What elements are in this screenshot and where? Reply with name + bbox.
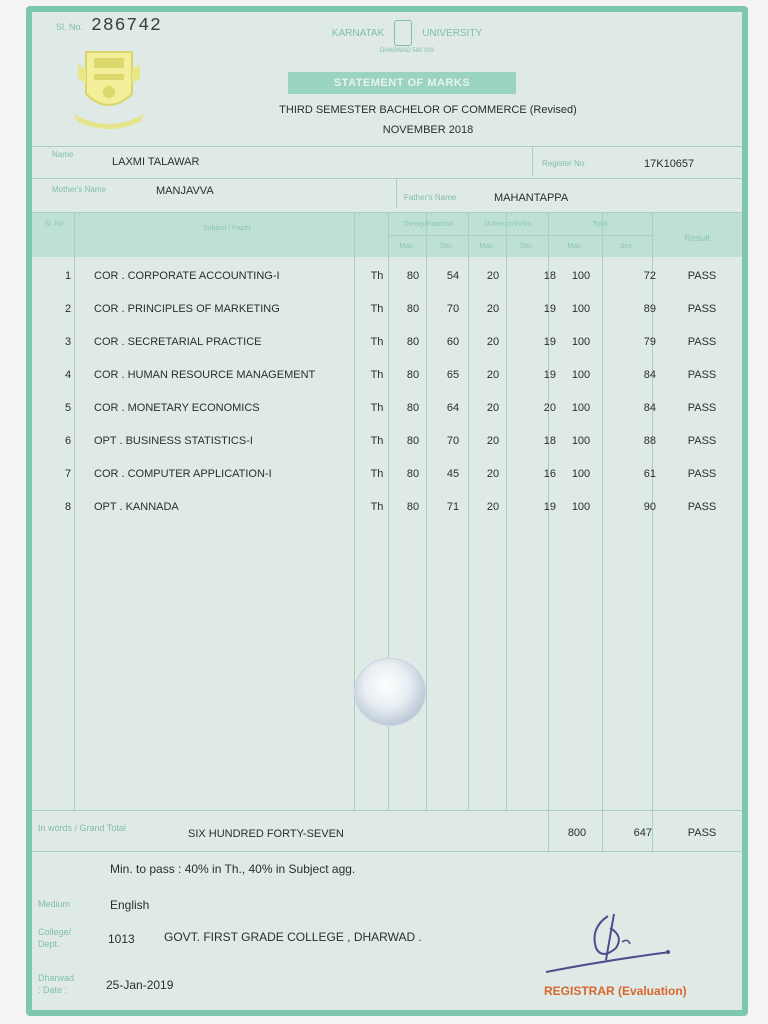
row-paper-type: Th	[370, 468, 384, 480]
row-sl-no: 6	[64, 435, 72, 447]
table-row	[32, 399, 742, 421]
row-total-secured: 84	[643, 369, 656, 381]
row-total-secured: 72	[643, 270, 656, 282]
row-ia-secured: 18	[543, 270, 556, 282]
row-theory-max: 80	[406, 501, 420, 513]
row-subject: COR . COMPUTER APPLICATION-I	[94, 468, 272, 480]
row-paper-type: Th	[370, 435, 384, 447]
row-subject: OPT . BUSINESS STATISTICS-I	[94, 435, 253, 447]
row-theory-secured: 64	[446, 402, 460, 414]
statement-title: STATEMENT OF MARKS	[288, 72, 516, 94]
row-theory-max: 80	[406, 303, 420, 315]
hologram-seal-icon	[354, 658, 426, 726]
row-paper-type: Th	[370, 336, 384, 348]
header-ia-record: IA/Record/Viva	[484, 221, 532, 228]
row-theory-max: 80	[406, 336, 420, 348]
row-total-max: 100	[571, 402, 591, 414]
row-paper-type: Th	[370, 369, 384, 381]
exam-month: NOVEMBER 2018	[382, 124, 474, 136]
row-subject: COR . CORPORATE ACCOUNTING-I	[94, 270, 280, 282]
row-theory-max: 80	[406, 270, 420, 282]
college-label: College/ Dept.	[38, 927, 72, 949]
university-crest-icon	[64, 44, 154, 130]
row-paper-type: Th	[370, 270, 384, 282]
table-row	[32, 267, 742, 289]
row-ia-max: 20	[486, 468, 500, 480]
row-ia-secured: 19	[543, 303, 556, 315]
header-result: Result	[684, 233, 710, 243]
father-name: MAHANTAPPA	[494, 192, 569, 204]
row-result: PASS	[687, 303, 717, 315]
row-theory-secured: 70	[446, 303, 460, 315]
row-sl-no: 1	[64, 270, 72, 282]
row-sl-no: 5	[64, 402, 72, 414]
header-th-sec: Sec.	[439, 243, 454, 250]
header-total-max: Max.	[567, 243, 583, 250]
row-ia-max: 20	[486, 402, 500, 414]
row-ia-secured: 19	[543, 336, 556, 348]
row-total-secured: 84	[643, 402, 656, 414]
row-theory-secured: 45	[446, 468, 460, 480]
row-theory-secured: 65	[446, 369, 460, 381]
issue-date: 25-Jan-2019	[106, 978, 174, 992]
row-ia-secured: 16	[543, 468, 556, 480]
row-ia-max: 20	[486, 435, 500, 447]
row-subject: OPT . KANNADA	[94, 501, 179, 513]
row-total-max: 100	[571, 468, 591, 480]
grand-total-result: PASS	[687, 827, 717, 839]
table-row	[32, 432, 742, 454]
marks-table	[32, 212, 742, 810]
row-total-secured: 89	[643, 303, 656, 315]
table-row	[32, 333, 742, 355]
table-row	[32, 366, 742, 388]
header-sl-no: Sl. No.	[44, 221, 66, 228]
university-name-left: KARNATAK	[331, 27, 385, 39]
university-name-right: UNIVERSITY	[422, 27, 483, 39]
header-th-max: Max.	[399, 243, 415, 250]
row-ia-max: 20	[486, 369, 500, 381]
row-paper-type: Th	[370, 501, 384, 513]
mother-label: Mother's Name	[52, 185, 106, 194]
row-paper-type: Th	[370, 303, 384, 315]
row-ia-max: 20	[486, 270, 500, 282]
university-header	[302, 20, 512, 54]
row-result: PASS	[687, 336, 717, 348]
medium-label: Medium	[38, 899, 71, 909]
serial-number	[56, 16, 162, 36]
table-row	[32, 300, 742, 322]
registrar-title: REGISTRAR (Evaluation)	[544, 984, 687, 998]
row-total-max: 100	[571, 501, 591, 513]
row-ia-max: 20	[486, 303, 500, 315]
university-emblem-icon	[394, 20, 412, 46]
place-date-label: Dharwad : Date :	[38, 973, 75, 995]
row-theory-max: 80	[406, 468, 420, 480]
row-ia-secured: 20	[543, 402, 556, 414]
serial-label: Sl. No.	[56, 22, 84, 32]
serial-no-value: 286742	[91, 16, 162, 36]
row-theory-max: 80	[406, 402, 420, 414]
header-total-sec: Sec.	[619, 243, 634, 250]
name-row	[32, 146, 742, 176]
min-pass-note: Min. to pass : 40% in Th., 40% in Subject agg.	[110, 862, 356, 876]
row-total-secured: 88	[643, 435, 656, 447]
row-subject: COR . PRINCIPLES OF MARKETING	[94, 303, 280, 315]
row-ia-secured: 19	[543, 369, 556, 381]
row-ia-max: 20	[486, 336, 500, 348]
row-sl-no: 2	[64, 303, 72, 315]
row-theory-max: 80	[406, 435, 420, 447]
row-total-secured: 61	[643, 468, 656, 480]
row-result: PASS	[687, 369, 717, 381]
row-sl-no: 3	[64, 336, 72, 348]
header-theory-practical: Theory/Practical	[402, 221, 454, 228]
registrar-signature	[538, 908, 678, 978]
row-total-secured: 79	[643, 336, 656, 348]
row-ia-secured: 19	[543, 501, 556, 513]
grand-total-max: 800	[567, 827, 587, 839]
grand-total-secured: 647	[633, 827, 652, 839]
register-label: Register No.	[542, 159, 587, 168]
row-theory-secured: 71	[446, 501, 460, 513]
row-total-secured: 90	[643, 501, 656, 513]
parents-row	[32, 178, 742, 208]
grand-total-words: SIX HUNDRED FORTY-SEVEN	[188, 828, 344, 840]
row-result: PASS	[687, 435, 717, 447]
row-theory-secured: 60	[446, 336, 460, 348]
row-subject: COR . MONETARY ECONOMICS	[94, 402, 260, 414]
row-total-max: 100	[571, 303, 591, 315]
row-total-max: 100	[571, 336, 591, 348]
header-total: Total	[592, 221, 608, 228]
table-row	[32, 465, 742, 487]
row-total-max: 100	[571, 435, 591, 447]
medium-value: English	[110, 898, 150, 912]
row-sl-no: 4	[64, 369, 72, 381]
row-ia-max: 20	[486, 501, 500, 513]
header-ia-sec: Sec.	[519, 243, 534, 250]
row-paper-type: Th	[370, 402, 384, 414]
row-theory-max: 80	[406, 369, 420, 381]
grand-total-label: In words / Grand Total	[38, 823, 126, 833]
row-sl-no: 7	[64, 468, 72, 480]
row-theory-secured: 70	[446, 435, 460, 447]
student-name: LAXMI TALAWAR	[112, 156, 200, 168]
row-total-max: 100	[571, 369, 591, 381]
row-ia-secured: 18	[543, 435, 556, 447]
row-result: PASS	[687, 270, 717, 282]
marks-card	[26, 6, 748, 1016]
university-subtitle: DHARWAD 580 003	[379, 48, 435, 54]
row-subject: COR . HUMAN RESOURCE MANAGEMENT	[94, 369, 316, 381]
father-label: Father's Name	[404, 193, 457, 202]
row-result: PASS	[687, 501, 717, 513]
row-subject: COR . SECRETARIAL PRACTICE	[94, 336, 262, 348]
name-label: Name	[52, 150, 74, 159]
row-total-max: 100	[571, 270, 591, 282]
exam-title: THIRD SEMESTER BACHELOR OF COMMERCE (Revised)	[279, 104, 577, 116]
grand-total-row	[32, 810, 742, 852]
row-result: PASS	[687, 468, 717, 480]
table-row	[32, 498, 742, 520]
register-no: 17K10657	[644, 158, 695, 170]
row-theory-secured: 54	[446, 270, 460, 282]
header-subject: Subject / Paper	[203, 225, 251, 232]
college-name: GOVT. FIRST GRADE COLLEGE , DHARWAD .	[164, 930, 422, 944]
row-sl-no: 8	[64, 501, 72, 513]
college-code: 1013	[108, 932, 135, 946]
header-ia-max: Max.	[479, 243, 495, 250]
row-result: PASS	[687, 402, 717, 414]
mother-name: MANJAVVA	[156, 185, 214, 197]
